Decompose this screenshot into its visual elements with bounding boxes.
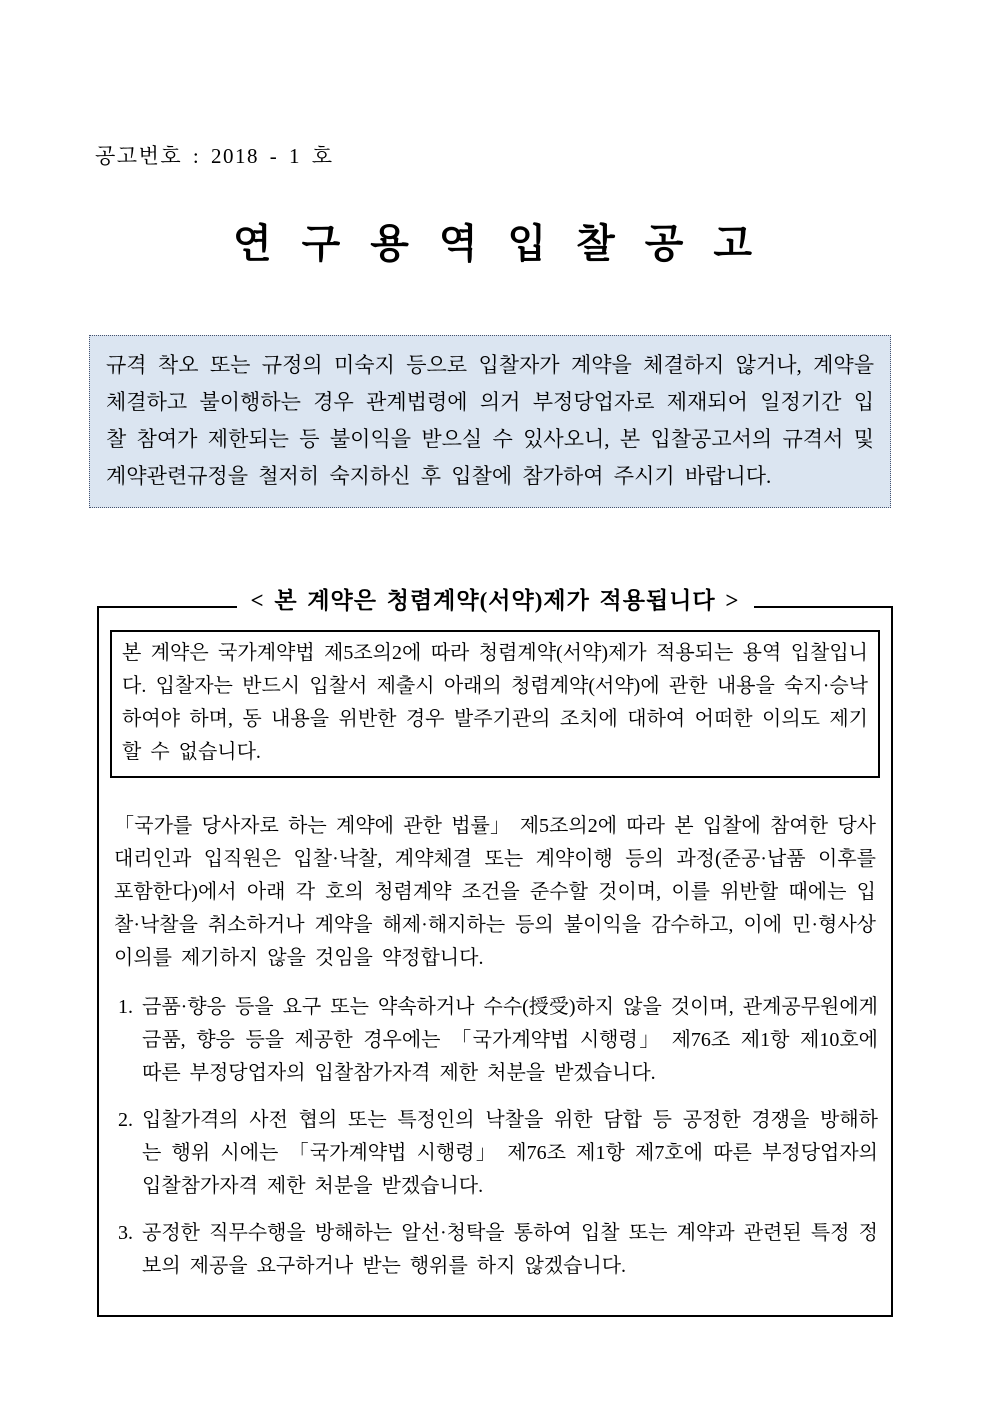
- list-item-text: 공정한 직무수행을 방해하는 알선·청탁을 통하여 입찰 또는 계약과 관련된 특정 정보의 제공을 요구하거나 받는 행위를 하지 않겠습니다.: [142, 1222, 878, 1277]
- list-item-text: 입찰가격의 사전 협의 또는 특정인의 낙찰을 위한 담합 등 공정한 경쟁을 방해하는 행위 시에는 「국가계약법 시행령」 제76조 제1항 제7호에 따른 부정당업자의 입찰참가자격 제한 처분을 받겠습니다.: [142, 1109, 878, 1197]
- pledge-paragraph: 「국가를 당사자로 하는 계약에 관한 법률」 제5조의2에 따라 본 입찰에 참여한 당사 대리인과 입직원은 입찰·낙찰, 계약체결 또는 계약이행 등의 과정(준공·납품 이후를 포함한다)에서 아래 각 호의 청렴계약 조건을 준수할 것이며, 이를 위반할 때에는 입찰·낙찰을 취소하거나 계약을 해제·해지하는 등의 불이익을 감수하고, 이에 민·형사상 이의를 제기하지 않을 것임을 약정합니다.: [114, 815, 876, 969]
- page-title: 연 구 용 역 입 찰 공 고: [232, 221, 760, 266]
- list-item-number: 2.: [118, 1109, 133, 1131]
- integrity-section-heading: [99, 586, 891, 619]
- integrity-section-heading-text: < 본 계약은 청렴계약(서약)제가 적용됩니다 >: [237, 586, 754, 616]
- notice-box-text: 규격 착오 또는 규정의 미숙지 등으로 입찰자가 계약을 체결하지 않거나, 계약을 체결하고 불이행하는 경우 관계법령에 의거 부정당업자로 제재되어 일정기간 입찰 참여가 제한되는 등 불이익을 받으실 수 있사오니, 본 입찰공고서의 규격서 및 계약관련규정을 철저히 숙지하신 후 입찰에 참가하여 주시기 바랍니다.: [106, 353, 874, 488]
- list-item-number: 1.: [118, 996, 133, 1018]
- list-item: [112, 1217, 878, 1283]
- list-item-text: 금품·향응 등을 요구 또는 약속하거나 수수(授受)하지 않을 것이며, 관계공무원에게 금품, 향응 등을 제공한 경우에는 「국가계약법 시행령」 제76조 제1항 제10호에 따른 부정당업자의 입찰참가자격 제한 처분을 받겠습니다.: [142, 996, 878, 1084]
- notice-box: [89, 335, 891, 508]
- integrity-intro-box: [110, 630, 880, 778]
- announcement-number: 공고번호 : 2018 - 1 호: [95, 144, 334, 168]
- list-item: [112, 991, 878, 1090]
- list-item-number: 3.: [118, 1222, 133, 1244]
- list-item: [112, 1104, 878, 1203]
- integrity-intro-text: 본 계약은 국가계약법 제5조의2에 따라 청렴계약(서약)제가 적용되는 용역 입찰입니다. 입찰자는 반드시 입찰서 제출시 아래의 청렴계약(서약)에 관한 내용을 숙지·승낙하여야 하며, 동 내용을 위반한 경우 발주기관의 조치에 대하여 어떠한 이의도 제기할 수 없습니다.: [122, 642, 868, 763]
- pledge-item-list: [110, 991, 880, 1283]
- integrity-contract-section: [97, 588, 893, 1317]
